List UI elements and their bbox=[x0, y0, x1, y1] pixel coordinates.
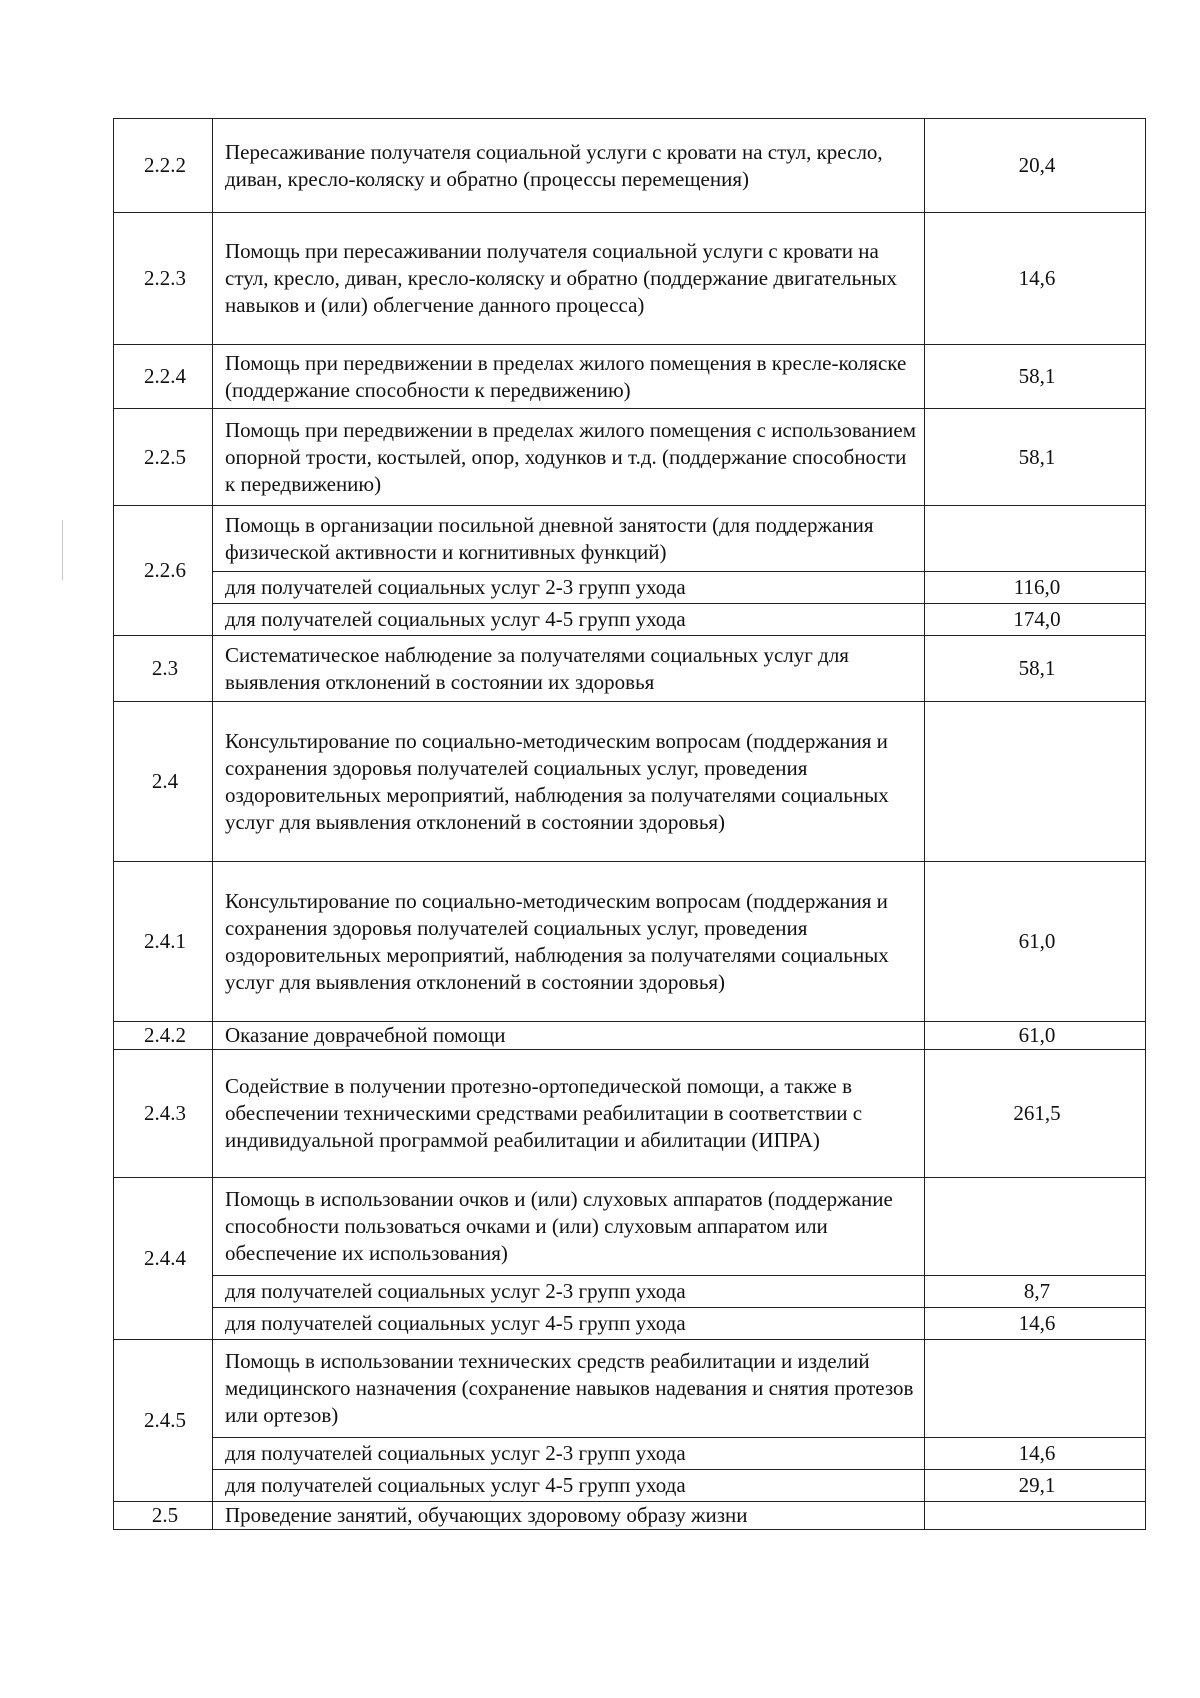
table-subrow bbox=[114, 604, 1146, 636]
table-subrow bbox=[114, 1470, 1146, 1502]
service-price bbox=[925, 1502, 1146, 1530]
row-number: 2.4.1 bbox=[114, 862, 213, 1022]
row-number: 2.4.3 bbox=[114, 1050, 213, 1178]
table-row bbox=[114, 119, 1146, 213]
service-price: 58,1 bbox=[925, 409, 1146, 506]
row-number: 2.5 bbox=[114, 1502, 213, 1530]
table-row bbox=[114, 1502, 1146, 1530]
service-price: 20,4 bbox=[925, 119, 1146, 213]
service-description: Проведение занятий, обучающих здоровому образу жизни bbox=[213, 1502, 925, 1530]
service-price: 58,1 bbox=[925, 636, 1146, 702]
service-description: Помощь в использовании очков и (или) слуховых аппаратов (поддержание способности пользоваться очками и (или) слуховым аппаратом или обеспечение их использования) bbox=[213, 1178, 925, 1276]
table-subrow bbox=[114, 572, 1146, 604]
scan-artifact bbox=[62, 520, 63, 580]
service-description: Содействие в получении протезно-ортопедической помощи, а также в обеспечении техническими средствами реабилитации в соответствии с индивидуальной программой реабилитации и абилитации (ИПРА) bbox=[213, 1050, 925, 1178]
care-group-price: 116,0 bbox=[925, 572, 1146, 604]
table-row bbox=[114, 345, 1146, 409]
care-group-price: 14,6 bbox=[925, 1308, 1146, 1340]
table-row bbox=[114, 1340, 1146, 1438]
table-subrow bbox=[114, 1438, 1146, 1470]
table-row bbox=[114, 1178, 1146, 1276]
service-description: Помощь при передвижении в пределах жилого помещения в кресле-коляске (поддержание способности к передвижению) bbox=[213, 345, 925, 409]
service-price: 61,0 bbox=[925, 1022, 1146, 1050]
services-table bbox=[113, 118, 1146, 1530]
service-price: 261,5 bbox=[925, 1050, 1146, 1178]
table-row bbox=[114, 636, 1146, 702]
row-number: 2.2.4 bbox=[114, 345, 213, 409]
table-row bbox=[114, 409, 1146, 506]
service-price: 58,1 bbox=[925, 345, 1146, 409]
row-number: 2.4.4 bbox=[114, 1178, 213, 1340]
care-group-price: 174,0 bbox=[925, 604, 1146, 636]
care-group-label: для получателей социальных услуг 4-5 групп ухода bbox=[213, 1308, 925, 1340]
service-price bbox=[925, 506, 1146, 572]
table-subrow bbox=[114, 1308, 1146, 1340]
row-number: 2.3 bbox=[114, 636, 213, 702]
care-group-price: 29,1 bbox=[925, 1470, 1146, 1502]
care-group-price: 8,7 bbox=[925, 1276, 1146, 1308]
service-price bbox=[925, 1340, 1146, 1438]
service-description: Помощь в организации посильной дневной занятости (для поддержания физической активности и когнитивных функций) bbox=[213, 506, 925, 572]
row-number: 2.4.5 bbox=[114, 1340, 213, 1502]
service-description: Консультирование по социально-методическим вопросам (поддержания и сохранения здоровья получателей социальных услуг, проведения оздоровительных мероприятий, наблюдения за получателями социальных услуг для выявления отклонений в состоянии здоровья) bbox=[213, 702, 925, 862]
service-description: Помощь в использовании технических средств реабилитации и изделий медицинского назначения (сохранение навыков надевания и снятия протезов или ортезов) bbox=[213, 1340, 925, 1438]
care-group-label: для получателей социальных услуг 2-3 групп ухода bbox=[213, 1276, 925, 1308]
row-number: 2.4.2 bbox=[114, 1022, 213, 1050]
service-price bbox=[925, 702, 1146, 862]
care-group-label: для получателей социальных услуг 2-3 групп ухода bbox=[213, 572, 925, 604]
care-group-label: для получателей социальных услуг 4-5 групп ухода bbox=[213, 604, 925, 636]
service-price: 14,6 bbox=[925, 213, 1146, 345]
care-group-label: для получателей социальных услуг 2-3 групп ухода bbox=[213, 1438, 925, 1470]
table-row bbox=[114, 506, 1146, 572]
service-price: 61,0 bbox=[925, 862, 1146, 1022]
care-group-price: 14,6 bbox=[925, 1438, 1146, 1470]
table-row bbox=[114, 1022, 1146, 1050]
table-row bbox=[114, 213, 1146, 345]
row-number: 2.2.2 bbox=[114, 119, 213, 213]
service-description: Систематическое наблюдение за получателями социальных услуг для выявления отклонений в состоянии их здоровья bbox=[213, 636, 925, 702]
row-number: 2.2.5 bbox=[114, 409, 213, 506]
service-description: Пересаживание получателя социальной услуги с кровати на стул, кресло, диван, кресло-коляску и обратно (процессы перемещения) bbox=[213, 119, 925, 213]
care-group-label: для получателей социальных услуг 4-5 групп ухода bbox=[213, 1470, 925, 1502]
service-description: Помощь при пересаживании получателя социальной услуги с кровати на стул, кресло, диван, кресло-коляску и обратно (поддержание двигательных навыков и (или) облегчение данного процесса) bbox=[213, 213, 925, 345]
service-description: Оказание доврачебной помощи bbox=[213, 1022, 925, 1050]
service-description: Консультирование по социально-методическим вопросам (поддержания и сохранения здоровья получателей социальных услуг, проведения оздоровительных мероприятий, наблюдения за получателями социальных услуг для выявления отклонений в состоянии здоровья) bbox=[213, 862, 925, 1022]
service-price bbox=[925, 1178, 1146, 1276]
table-row bbox=[114, 1050, 1146, 1178]
table-row bbox=[114, 702, 1146, 862]
table-row bbox=[114, 862, 1146, 1022]
row-number: 2.2.3 bbox=[114, 213, 213, 345]
row-number: 2.2.6 bbox=[114, 506, 213, 636]
row-number: 2.4 bbox=[114, 702, 213, 862]
service-description: Помощь при передвижении в пределах жилого помещения с использованием опорной трости, костылей, опор, ходунков и т.д. (поддержание способности к передвижению) bbox=[213, 409, 925, 506]
table-subrow bbox=[114, 1276, 1146, 1308]
